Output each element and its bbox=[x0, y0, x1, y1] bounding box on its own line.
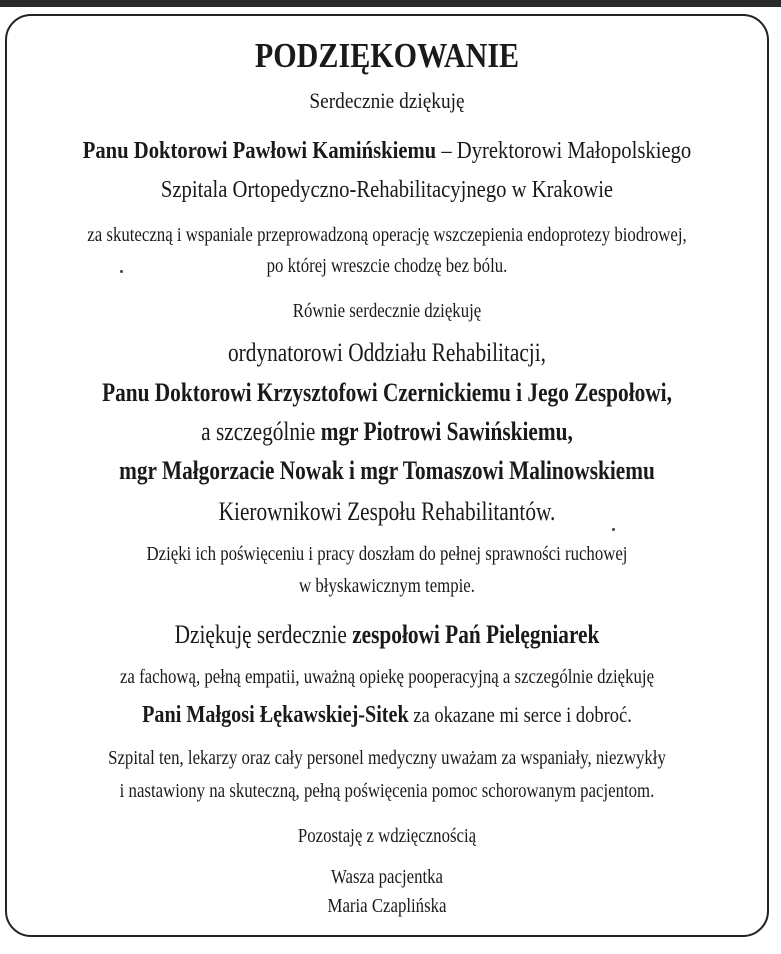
therapists-line bbox=[74, 456, 700, 486]
thanks-second: Równie serdecznie dziękuję bbox=[292, 300, 482, 322]
thanks-intro: Serdecznie dziękuję bbox=[309, 88, 465, 113]
nurses-line bbox=[74, 620, 700, 650]
recovery-line-1: Dzięki ich poświęceniu i pracy doszłam do pełnej sprawności ruchowej bbox=[146, 543, 628, 565]
operation-line-2: po której wreszcie chodzę bez bólu. bbox=[266, 255, 508, 277]
nurse-line bbox=[66, 702, 708, 729]
nurses-prefix: Dziękuję serdecznie bbox=[174, 620, 347, 649]
doctor-line bbox=[58, 138, 715, 165]
notice-title: PODZIĘKOWANIE bbox=[254, 36, 520, 75]
doctor-role: – Dyrektorowi Małopolskiego bbox=[441, 138, 692, 164]
especially-prefix: a szczególnie bbox=[201, 417, 316, 446]
nurse-thanks: za okazane mi serce i dobroć. bbox=[413, 702, 632, 727]
closing-line-2: i nastawiony na skuteczną, pełną poświęcenia pomoc schorowanym pacjentom. bbox=[119, 780, 655, 802]
team-lead: Kierownikowi Zespołu Rehabilitantów. bbox=[218, 497, 556, 526]
therapist-1: mgr Piotrowi Sawińskiemu, bbox=[320, 417, 573, 446]
print-speck bbox=[120, 270, 123, 273]
doctor-name: Panu Doktorowi Pawłowi Kamińskiemu bbox=[82, 138, 437, 164]
print-speck bbox=[612, 528, 615, 531]
thank-you-notice bbox=[5, 14, 769, 937]
gratitude-line: Pozostaję z wdzięcznością bbox=[297, 825, 477, 847]
nurse-name: Pani Małgosi Łękawskiej-Sitek bbox=[142, 702, 409, 728]
hospital-name: Szpitala Ortopedyczno-Rehabilitacyjnego w Krakowie bbox=[160, 177, 614, 203]
doctor2-name-text: Panu Doktorowi Krzysztofowi Czernickiemu i Jego Zespołowi, bbox=[102, 378, 672, 407]
closing-line-1: Szpital ten, lekarzy oraz cały personel medyczny uważam za wspaniały, niezwykły bbox=[108, 747, 666, 769]
signature-line: Maria Czaplińska bbox=[327, 895, 447, 917]
doctor2-name bbox=[74, 378, 700, 408]
nurses-team: zespołowi Pań Pielęgniarek bbox=[352, 620, 600, 649]
especially-line bbox=[74, 417, 700, 447]
signoff-line: Wasza pacjentka bbox=[331, 866, 443, 888]
therapists-2-3: mgr Małgorzacie Nowak i mgr Tomaszowi Malinowskiemu bbox=[119, 456, 655, 485]
top-rule bbox=[0, 0, 781, 7]
operation-line-1: za skuteczną i wspaniale przeprowadzoną operację wszczepienia endoprotezy biodrowej, bbox=[87, 224, 687, 246]
recovery-line-2: w błyskawicznym tempie. bbox=[299, 575, 475, 597]
care-line: za fachową, pełną empatii, uważną opiekę pooperacyjną a szczególnie dziękuję bbox=[119, 666, 655, 688]
ward-head: ordynatorowi Oddziału Rehabilitacji, bbox=[228, 338, 546, 367]
